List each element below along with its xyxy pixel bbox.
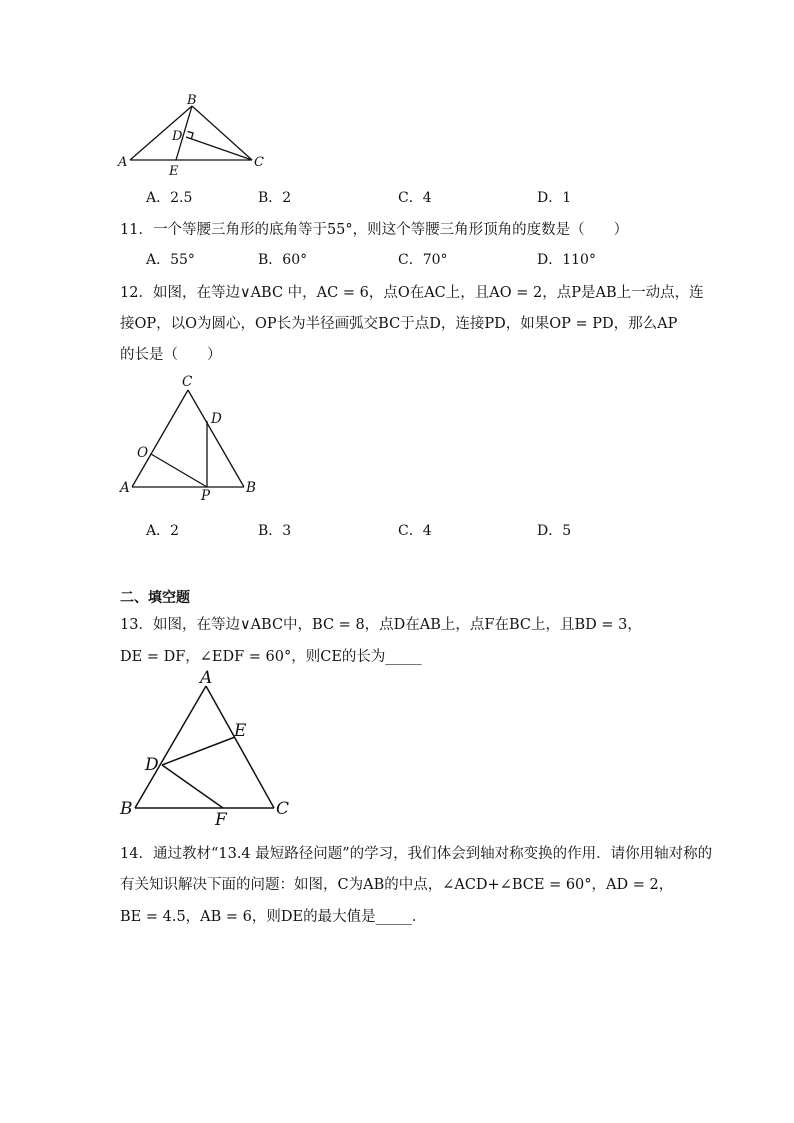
side-bc (192, 106, 252, 160)
label-a: A (120, 480, 130, 496)
segment-cd (186, 137, 252, 160)
label-o: O (137, 445, 149, 461)
section-heading-fill-in: 二、填空题 (120, 590, 190, 606)
q12-figure (110, 370, 280, 510)
side-ac (206, 686, 274, 808)
q13-figure (110, 668, 310, 828)
q13-question-line1: 13．如图，在等边∨ABC中，BC = 8，点D在AB上，点F在BC上，且BD = 3， (120, 617, 642, 633)
side-cb (188, 390, 244, 487)
q11-question: 11．一个等腰三角形的底角等于55°，则这个等腰三角形顶角的度数是（ ） (120, 222, 629, 238)
label-p: P (201, 488, 211, 504)
segment-op (151, 454, 207, 487)
label-e: E (234, 721, 247, 741)
segment-de (162, 737, 235, 765)
label-d: D (172, 129, 183, 144)
side-ab (135, 686, 206, 808)
q12-option-c[interactable]: C．4 (398, 523, 432, 539)
label-c: C (254, 155, 264, 170)
q11-option-c[interactable]: C．70° (398, 252, 448, 268)
q12-option-b[interactable]: B．3 (258, 523, 292, 539)
q10-figure (110, 92, 280, 182)
label-b: B (246, 480, 256, 496)
side-ac (132, 390, 188, 487)
q12-question-line3: 的长是（ ） (120, 347, 222, 363)
side-ab (130, 106, 192, 160)
q12-question-line1: 12．如图，在等边∨ABC 中，AC = 6，点O在AC上，且AO = 2，点P是AB上一动点，连 (120, 285, 704, 301)
label-d: D (211, 411, 222, 427)
q10-option-c[interactable]: C．4 (398, 190, 432, 206)
q11-option-a[interactable]: A．55° (146, 252, 195, 268)
label-a: A (118, 155, 128, 170)
label-b: B (120, 799, 133, 819)
q13-question-line2: DE = DF，∠EDF = 60°，则CE的长为_____ (120, 649, 422, 665)
q12-option-d[interactable]: D．5 (537, 523, 572, 539)
q12-question-line2: 接OP，以O为圆心，OP长为半径画弧交BC于点D，连接PD，如果OP = PD，那么AP (120, 316, 678, 332)
label-d: D (145, 755, 159, 775)
label-e: E (169, 164, 179, 179)
q14-question-line3: BE = 4.5，AB = 6，则DE的最大值是_____． (120, 909, 427, 925)
q10-option-d[interactable]: D．1 (537, 190, 572, 206)
q11-option-d[interactable]: D．110° (537, 252, 596, 268)
q10-option-a[interactable]: A．2.5 (146, 190, 193, 206)
q12-option-a[interactable]: A．2 (146, 523, 180, 539)
label-c: C (276, 799, 290, 819)
segment-df (162, 765, 223, 808)
label-b: B (187, 93, 197, 108)
label-c: C (182, 374, 193, 390)
q10-option-b[interactable]: B．2 (258, 190, 292, 206)
label-f: F (215, 810, 227, 830)
q14-question-line1: 14．通过教材“13.4 最短路径问题”的学习，我们体会到轴对称变换的作用．请你用轴对称的 (120, 846, 713, 862)
q14-question-line2: 有关知识解决下面的问题：如图，C为AB的中点，∠ACD+∠BCE = 60°，AD = 2， (120, 877, 674, 893)
label-a: A (200, 668, 213, 688)
q11-option-b[interactable]: B．60° (258, 252, 308, 268)
